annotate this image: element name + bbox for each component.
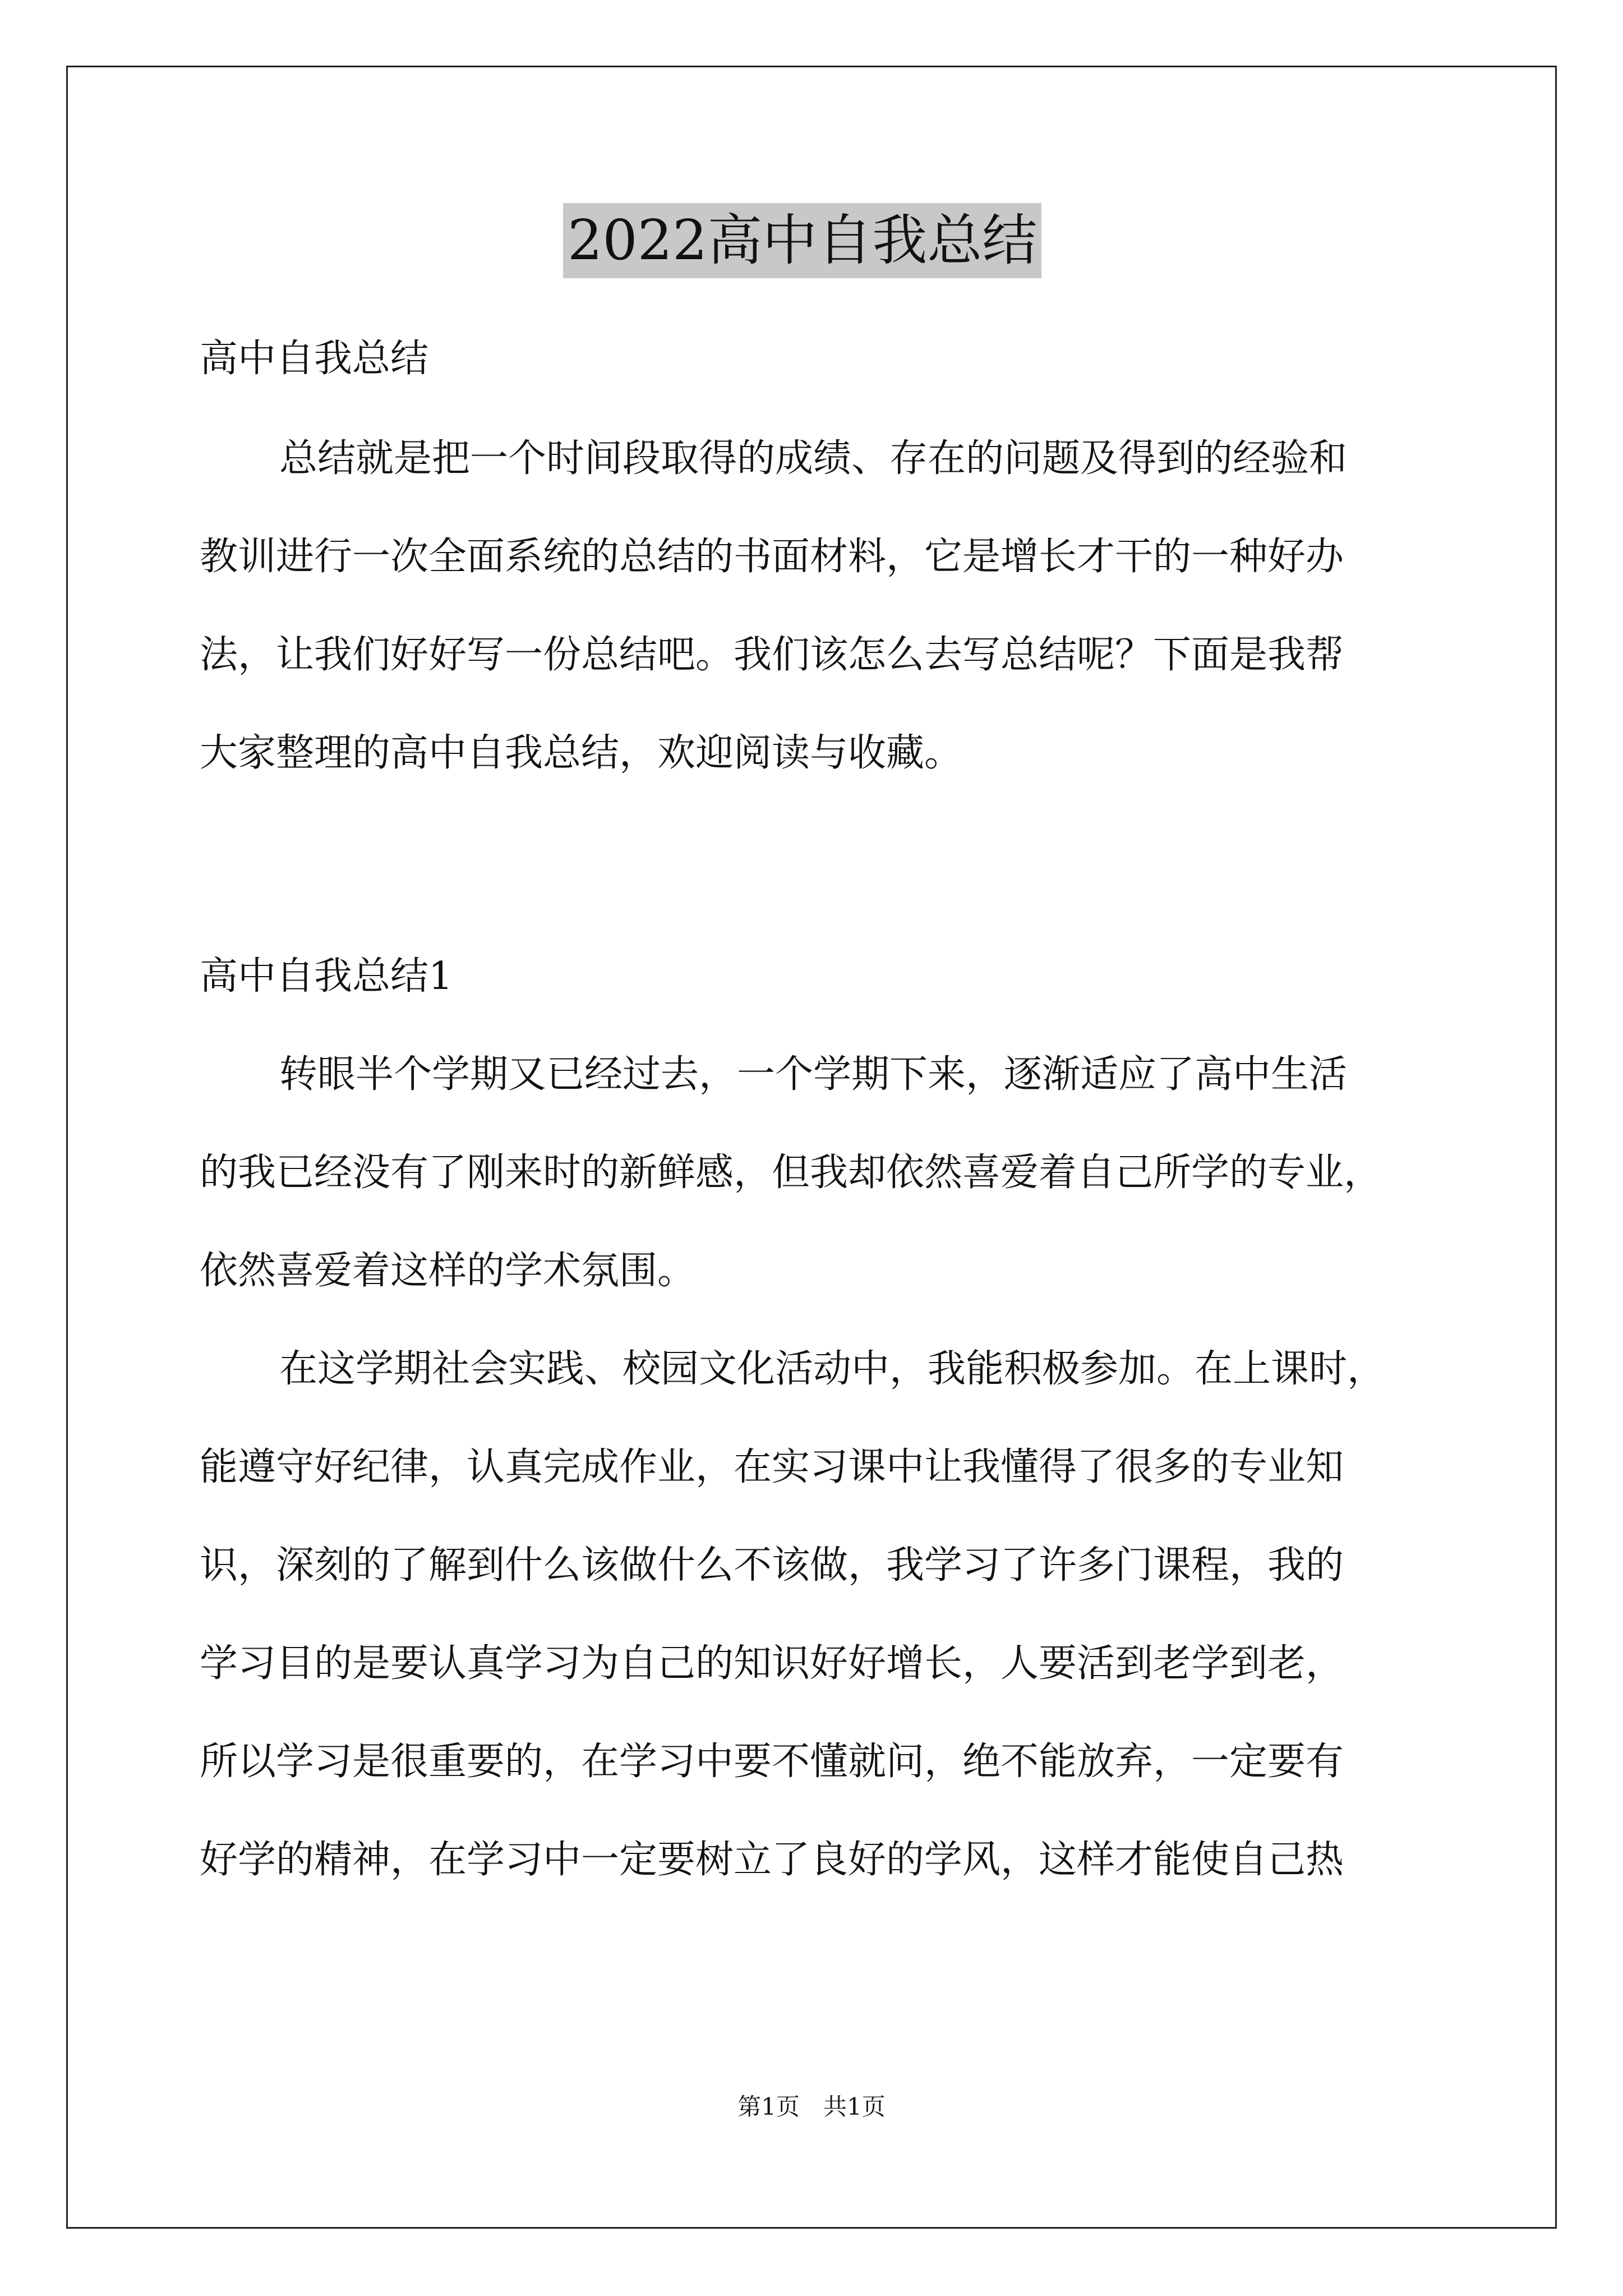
document-subtitle: 高中自我总结: [200, 337, 429, 381]
paragraph-line: 好学的精神，在学习中一定要树立了良好的学风，这样才能使自己热: [200, 1838, 1344, 1882]
intro-line: 法，让我们好好写一份总结吧。我们该怎么去写总结呢？下面是我帮: [200, 633, 1344, 677]
paragraph-line: 的我已经没有了刚来时的新鲜感，但我却依然喜爱着自己所学的专业，: [200, 1151, 1382, 1195]
intro-line: 教训进行一次全面系统的总结的书面材料，它是增长才干的一种好办: [200, 535, 1344, 579]
intro-line: 总结就是把一个时间段取得的成绩、存在的问题及得到的经验和: [279, 436, 1348, 481]
page-footer: 第1页 共1页: [737, 2093, 886, 2120]
paragraph-line: 识，深刻的了解到什么该做什么不该做，我学习了许多门课程，我的: [200, 1543, 1344, 1588]
paragraph-line: 能遵守好纪律，认真完成作业，在实习课中让我懂得了很多的专业知: [200, 1445, 1344, 1489]
paragraph-line: 依然喜爱着这样的学术氛围。: [200, 1249, 696, 1293]
document-title: 2022高中自我总结: [563, 203, 1041, 278]
section-heading: 高中自我总结1: [200, 954, 453, 999]
paragraph-line: 所以学习是很重要的，在学习中要不懂就问，绝不能放弃，一定要有: [200, 1740, 1344, 1784]
intro-line: 大家整理的高中自我总结，欢迎阅读与收藏。: [200, 731, 963, 775]
paragraph-line: 转眼半个学期又已经过去，一个学期下来，逐渐适应了高中生活: [279, 1052, 1348, 1097]
paragraph-line: 在这学期社会实践、校园文化活动中，我能积极参加。在上课时，: [279, 1347, 1386, 1391]
paragraph-line: 学习目的是要认真学习为自己的知识好好增长，人要活到老学到老，: [200, 1641, 1344, 1686]
